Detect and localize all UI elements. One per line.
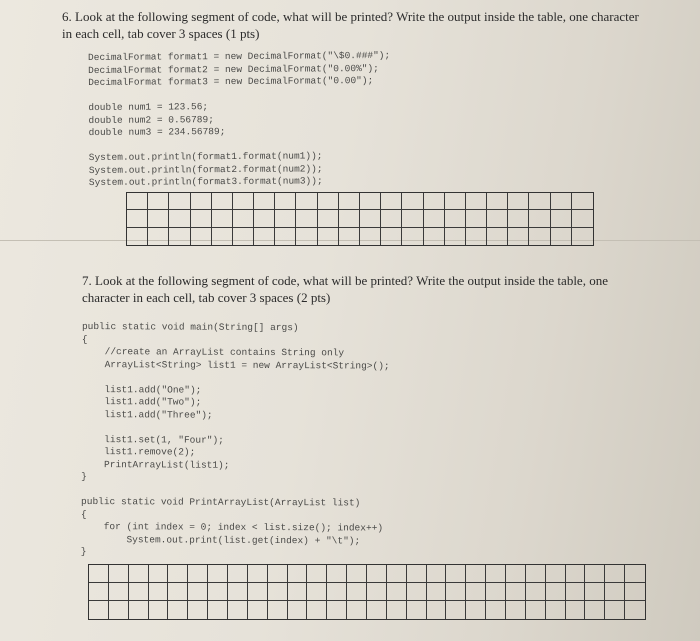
answer-cell[interactable]: [339, 193, 360, 210]
answer-cell[interactable]: [446, 565, 466, 583]
answer-cell[interactable]: [188, 601, 208, 619]
answer-cell[interactable]: [387, 583, 407, 601]
answer-cell[interactable]: [572, 193, 593, 210]
answer-cell[interactable]: [254, 210, 275, 227]
code-line: list1.set(1, "Four");: [81, 433, 224, 446]
answer-cell[interactable]: [327, 601, 347, 619]
code-line: }: [80, 545, 87, 558]
answer-cell[interactable]: [191, 210, 212, 227]
answer-cell[interactable]: [487, 210, 508, 227]
code-line: System.out.print(list.get(index) + "\t");: [80, 533, 361, 546]
answer-cell[interactable]: [506, 601, 526, 619]
answer-cell[interactable]: [427, 565, 447, 583]
answer-cell[interactable]: [129, 601, 149, 619]
answer-cell[interactable]: [296, 193, 317, 210]
question-6-answer-table[interactable]: [126, 192, 594, 246]
answer-cell[interactable]: [212, 193, 233, 210]
code-line: double num2 = 0.56789;: [88, 113, 214, 126]
answer-cell[interactable]: [367, 601, 387, 619]
answer-cell[interactable]: [327, 565, 347, 583]
question-6-text: 6. Look at the following segment of code, what will be printed? Write the output inside the table, one character in each cell, tab cover 3 spaces (1 pts): [62, 9, 639, 41]
answer-cell[interactable]: [605, 601, 625, 619]
answer-cell[interactable]: [208, 601, 228, 619]
answer-cell[interactable]: [148, 228, 169, 245]
answer-cell[interactable]: [625, 601, 645, 619]
answer-cell[interactable]: [127, 210, 148, 227]
answer-cell[interactable]: [506, 583, 526, 601]
answer-cell[interactable]: [268, 601, 288, 619]
answer-cell[interactable]: [275, 193, 296, 210]
code-line: DecimalFormat format2 = new DecimalFormat("0.00%");: [88, 62, 379, 76]
answer-cell[interactable]: [169, 193, 190, 210]
answer-cell[interactable]: [254, 193, 275, 210]
answer-cell[interactable]: [466, 583, 486, 601]
answer-cell[interactable]: [526, 565, 546, 583]
code-line: double num1 = 123.56;: [88, 101, 209, 113]
code-line: for (int index = 0; index < list.size(); index++): [80, 520, 384, 534]
answer-cell[interactable]: [445, 228, 466, 245]
answer-cell[interactable]: [424, 193, 445, 210]
answer-cell[interactable]: [546, 601, 566, 619]
code-line: list1.remove(2);: [81, 445, 196, 458]
code-line: ArrayList<String> list1 = new ArrayList<String>();: [81, 358, 390, 372]
answer-cell[interactable]: [466, 210, 487, 227]
answer-cell[interactable]: [109, 583, 129, 601]
answer-cell[interactable]: [529, 228, 550, 245]
answer-cell[interactable]: [89, 565, 109, 583]
question-6-code: [88, 50, 391, 190]
answer-cell[interactable]: [551, 193, 572, 210]
answer-cell[interactable]: [109, 601, 129, 619]
answer-cell[interactable]: [339, 228, 360, 245]
answer-cell[interactable]: [288, 583, 308, 601]
answer-cell[interactable]: [129, 565, 149, 583]
answer-cell[interactable]: [551, 228, 572, 245]
answer-cell[interactable]: [466, 601, 486, 619]
answer-cell[interactable]: [487, 193, 508, 210]
code-line: System.out.println(format3.format(num3));: [88, 175, 323, 188]
answer-cell[interactable]: [307, 601, 327, 619]
answer-cell[interactable]: [466, 228, 487, 245]
code-line: list1.add("Two");: [81, 395, 202, 408]
code-line: {: [81, 333, 88, 345]
answer-cell[interactable]: [585, 565, 605, 583]
answer-cell[interactable]: [402, 193, 423, 210]
answer-cell[interactable]: [307, 583, 327, 601]
answer-cell[interactable]: [427, 601, 447, 619]
answer-cell[interactable]: [127, 228, 148, 245]
answer-cell[interactable]: [446, 583, 466, 601]
answer-cell[interactable]: [188, 583, 208, 601]
answer-cell[interactable]: [129, 583, 149, 601]
answer-cell[interactable]: [381, 210, 402, 227]
answer-cell[interactable]: [254, 228, 275, 245]
answer-cell[interactable]: [288, 601, 308, 619]
answer-cell[interactable]: [526, 601, 546, 619]
answer-cell[interactable]: [407, 583, 427, 601]
answer-cell[interactable]: [424, 228, 445, 245]
answer-cell[interactable]: [529, 193, 550, 210]
answer-cell[interactable]: [407, 601, 427, 619]
answer-cell[interactable]: [466, 565, 486, 583]
answer-cell[interactable]: [446, 601, 466, 619]
answer-cell[interactable]: [387, 601, 407, 619]
answer-cell[interactable]: [487, 228, 508, 245]
answer-cell[interactable]: [149, 601, 169, 619]
answer-cell[interactable]: [347, 601, 367, 619]
answer-cell[interactable]: [367, 583, 387, 601]
answer-cell[interactable]: [360, 228, 381, 245]
answer-cell[interactable]: [288, 565, 308, 583]
answer-cell[interactable]: [526, 583, 546, 601]
answer-cell[interactable]: [566, 583, 586, 601]
answer-cell[interactable]: [168, 601, 188, 619]
answer-cell[interactable]: [381, 228, 402, 245]
answer-cell[interactable]: [445, 193, 466, 210]
answer-cell[interactable]: [625, 583, 645, 601]
answer-cell[interactable]: [566, 565, 586, 583]
answer-cell[interactable]: [327, 583, 347, 601]
answer-cell[interactable]: [228, 601, 248, 619]
code-line: PrintArrayList(list1);: [81, 458, 230, 471]
code-line: DecimalFormat format3 = new DecimalFormat("0.00");: [88, 75, 374, 88]
answer-cell[interactable]: [360, 210, 381, 227]
answer-cell[interactable]: [248, 583, 268, 601]
answer-cell[interactable]: [208, 583, 228, 601]
answer-cell[interactable]: [191, 193, 212, 210]
answer-cell[interactable]: [424, 210, 445, 227]
answer-cell[interactable]: [275, 210, 296, 227]
answer-cell[interactable]: [529, 210, 550, 227]
code-line: }: [81, 470, 87, 483]
answer-cell[interactable]: [402, 210, 423, 227]
answer-cell[interactable]: [248, 565, 268, 583]
answer-cell[interactable]: [233, 210, 254, 227]
answer-cell[interactable]: [318, 228, 339, 245]
answer-cell[interactable]: [169, 228, 190, 245]
answer-cell[interactable]: [318, 193, 339, 210]
answer-cell[interactable]: [318, 210, 339, 227]
answer-cell[interactable]: [427, 583, 447, 601]
answer-cell[interactable]: [275, 228, 296, 245]
answer-cell[interactable]: [387, 565, 407, 583]
code-line: System.out.println(format2.format(num2));: [88, 162, 323, 176]
answer-cell[interactable]: [566, 601, 586, 619]
code-line: public static void main(String[] args): [81, 321, 299, 334]
answer-cell[interactable]: [228, 565, 248, 583]
answer-cell[interactable]: [508, 193, 529, 210]
answer-cell[interactable]: [296, 228, 317, 245]
question-7-answer-table[interactable]: [88, 564, 646, 620]
answer-cell[interactable]: [188, 565, 208, 583]
answer-cell[interactable]: [212, 228, 233, 245]
answer-cell[interactable]: [486, 583, 506, 601]
answer-cell[interactable]: [233, 228, 254, 245]
answer-cell[interactable]: [148, 210, 169, 227]
answer-cell[interactable]: [191, 228, 212, 245]
answer-cell[interactable]: [367, 565, 387, 583]
answer-cell[interactable]: [347, 565, 367, 583]
answer-cell[interactable]: [402, 228, 423, 245]
answer-cell[interactable]: [506, 565, 526, 583]
question-7-text: 7. Look at the following segment of code, what will be printed? Write the output inside the table, one character in each cell, tab cover 3 spaces (2 pts): [82, 273, 608, 305]
answer-cell[interactable]: [508, 210, 529, 227]
answer-cell[interactable]: [248, 601, 268, 619]
answer-cell[interactable]: [233, 193, 254, 210]
code-line: DecimalFormat format1 = new DecimalFormat("\$0.###");: [88, 49, 391, 63]
answer-cell[interactable]: [508, 228, 529, 245]
answer-cell[interactable]: [296, 210, 317, 227]
answer-cell[interactable]: [307, 565, 327, 583]
answer-cell[interactable]: [208, 565, 228, 583]
code-line: list1.add("One");: [81, 383, 202, 396]
code-line: System.out.println(format1.format(num1));: [88, 150, 323, 163]
answer-cell[interactable]: [605, 565, 625, 583]
answer-cell[interactable]: [572, 210, 593, 227]
answer-cell[interactable]: [605, 583, 625, 601]
answer-cell[interactable]: [89, 601, 109, 619]
answer-cell[interactable]: [466, 193, 487, 210]
answer-cell[interactable]: [625, 565, 645, 583]
answer-cell[interactable]: [109, 565, 129, 583]
code-line: double num3 = 234.56789;: [88, 126, 226, 138]
answer-cell[interactable]: [551, 210, 572, 227]
question-7-code: [81, 321, 390, 560]
answer-cell[interactable]: [585, 601, 605, 619]
answer-cell[interactable]: [546, 565, 566, 583]
answer-cell[interactable]: [149, 565, 169, 583]
answer-cell[interactable]: [228, 583, 248, 601]
answer-cell[interactable]: [360, 193, 381, 210]
answer-cell[interactable]: [148, 193, 169, 210]
code-line: list1.add("Three");: [81, 408, 213, 421]
answer-cell[interactable]: [339, 210, 360, 227]
code-line: {: [80, 508, 87, 520]
code-line: //create an ArrayList contains String only: [81, 345, 345, 359]
answer-cell[interactable]: [168, 565, 188, 583]
answer-cell[interactable]: [169, 210, 190, 227]
answer-cell[interactable]: [546, 583, 566, 601]
answer-cell[interactable]: [268, 565, 288, 583]
answer-cell[interactable]: [149, 583, 169, 601]
answer-cell[interactable]: [585, 583, 605, 601]
answer-cell[interactable]: [268, 583, 288, 601]
answer-cell[interactable]: [486, 565, 506, 583]
answer-cell[interactable]: [445, 210, 466, 227]
answer-cell[interactable]: [572, 228, 593, 245]
code-line: public static void PrintArrayList(ArrayList list): [81, 495, 361, 509]
answer-cell[interactable]: [168, 583, 188, 601]
answer-cell[interactable]: [381, 193, 402, 210]
answer-cell[interactable]: [407, 565, 427, 583]
answer-cell[interactable]: [486, 601, 506, 619]
answer-cell[interactable]: [89, 583, 109, 601]
answer-cell[interactable]: [127, 193, 148, 210]
answer-cell[interactable]: [347, 583, 367, 601]
answer-cell[interactable]: [212, 210, 233, 227]
